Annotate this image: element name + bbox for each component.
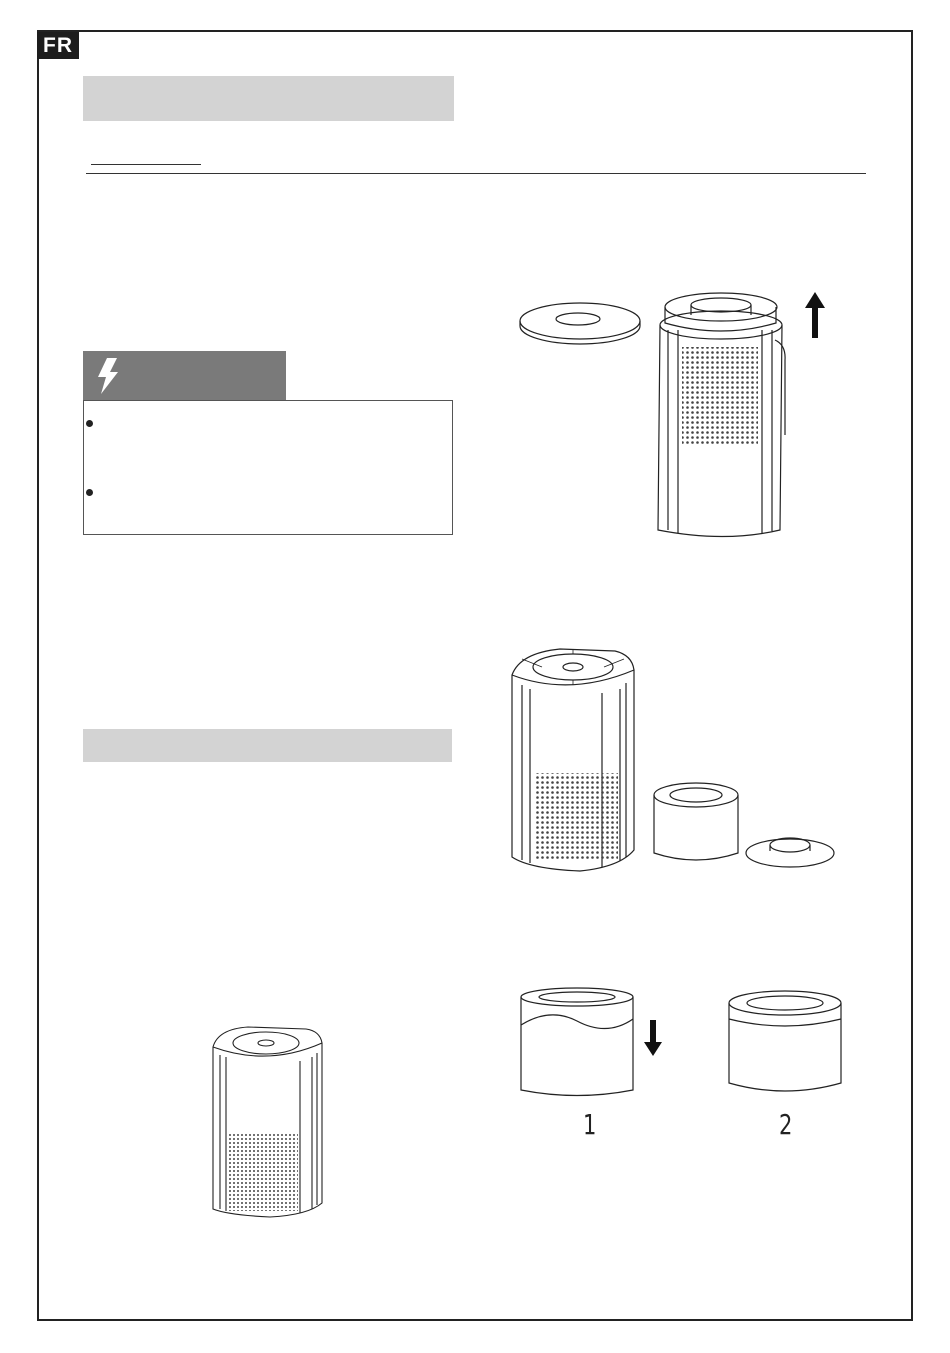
language-tag: FR (37, 32, 79, 59)
warning-box (83, 400, 453, 535)
step-label-1: 1 (583, 1108, 597, 1141)
bullet (86, 489, 93, 496)
filter-cover-removal-illustration (510, 285, 840, 545)
step-label-2: 2 (779, 1108, 793, 1141)
down-arrow-icon (644, 1020, 662, 1056)
lightning-icon (176, 357, 206, 397)
lightning-icon (93, 356, 123, 396)
section-heading-bar-2 (83, 729, 452, 762)
up-arrow-icon (804, 292, 826, 338)
section-heading-bar (83, 76, 454, 121)
purifier-assembled-illustration (208, 1025, 328, 1220)
filter-wrap-removal-illustration (515, 985, 855, 1100)
warning-tab (83, 351, 286, 400)
section-divider (86, 173, 866, 174)
filter-removal-illustration (500, 645, 840, 875)
subheading-underline (91, 164, 201, 165)
bullet (86, 420, 93, 427)
